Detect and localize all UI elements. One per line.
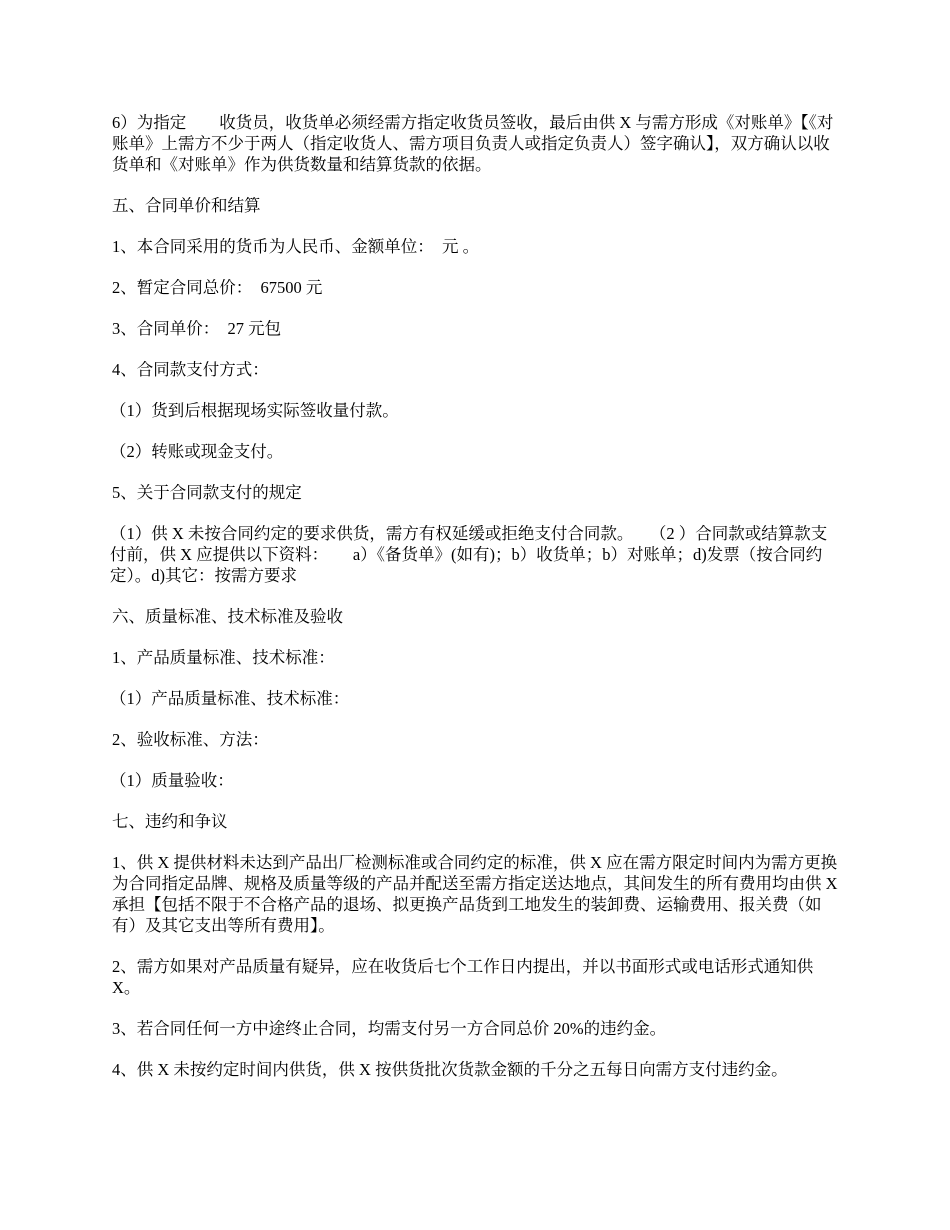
acceptance-heading: 2、验收标准、方法：	[112, 730, 269, 749]
payment-rules-heading: 5、关于合同款支付的规定	[112, 483, 302, 502]
unit-price-clause: 3、合同单价： 27 元包	[112, 319, 282, 338]
total-price-clause: 2、暂定合同总价： 67500 元	[112, 278, 323, 297]
breach-clause-1: 1、供 X 提供材料未达到产品出厂检测标准或合同约定的标准，供 X 应在需方限定时间内为需方更换为合同指定品牌、规格及质量等级的产品并配送至需方指定送达地点，其间发生的所有费用均由供 X 承担【包括不限于不合格产品的退场、拟更换产品货到工地发生的装卸费、运输费用、报关费（如有）及其它支出等所有费用】。	[112, 853, 842, 935]
section-6-heading: 六、质量标准、技术标准及验收	[112, 607, 343, 626]
breach-clause-3: 3、若合同任何一方中途终止合同，均需支付另一方合同总价 20%的违约金。	[112, 1019, 667, 1038]
breach-clause-2: 2、需方如果对产品质量有疑异，应在收货后七个工作日内提出，并以书面形式或电话形式通知供 X。	[112, 957, 818, 997]
section-7-heading: 七、违约和争议	[112, 812, 228, 831]
currency-clause: 1、本合同采用的货币为人民币、金额单位： 元 。	[112, 237, 480, 256]
acceptance-item-1: （1）质量验收：	[110, 771, 234, 790]
breach-clause-4: 4、供 X 未按约定时间内供货，供 X 按供货批次货款金额的千分之五每日向需方支付违约金。	[112, 1060, 788, 1079]
quality-standard-item-1: （1）产品质量标准、技术标准：	[110, 689, 350, 708]
section-5-heading: 五、合同单价和结算	[112, 196, 261, 215]
delivery-clause-paragraph: 6）为指定 收货员，收货单必须经需方指定收货员签收，最后由供 X 与需方形成《对账单》【《对账单》上需方不少于两人（指定收货人、需方项目负责人或指定负责人）签字确认】，双方确认以收货单和《对账单》作为供货数量和结算货款的依据。	[112, 113, 834, 174]
payment-method-item-2: （2）转账或现金支付。	[110, 442, 284, 461]
payment-rules-paragraph: （1）供 X 未按合同约定的要求供货，需方有权延缓或拒绝支付合同款。 （2 ）合同款或结算款支付前，供 X 应提供以下资料： a）《备货单》(如有)；b）收货单；b）对账单；d)发票（按合同约定）。d)其它：按需方要求	[110, 524, 828, 585]
payment-method-item-1: （1）货到后根据现场实际签收量付款。	[110, 401, 399, 420]
quality-standard-heading: 1、产品质量标准、技术标准：	[112, 648, 335, 667]
payment-method-heading: 4、合同款支付方式：	[112, 360, 269, 379]
